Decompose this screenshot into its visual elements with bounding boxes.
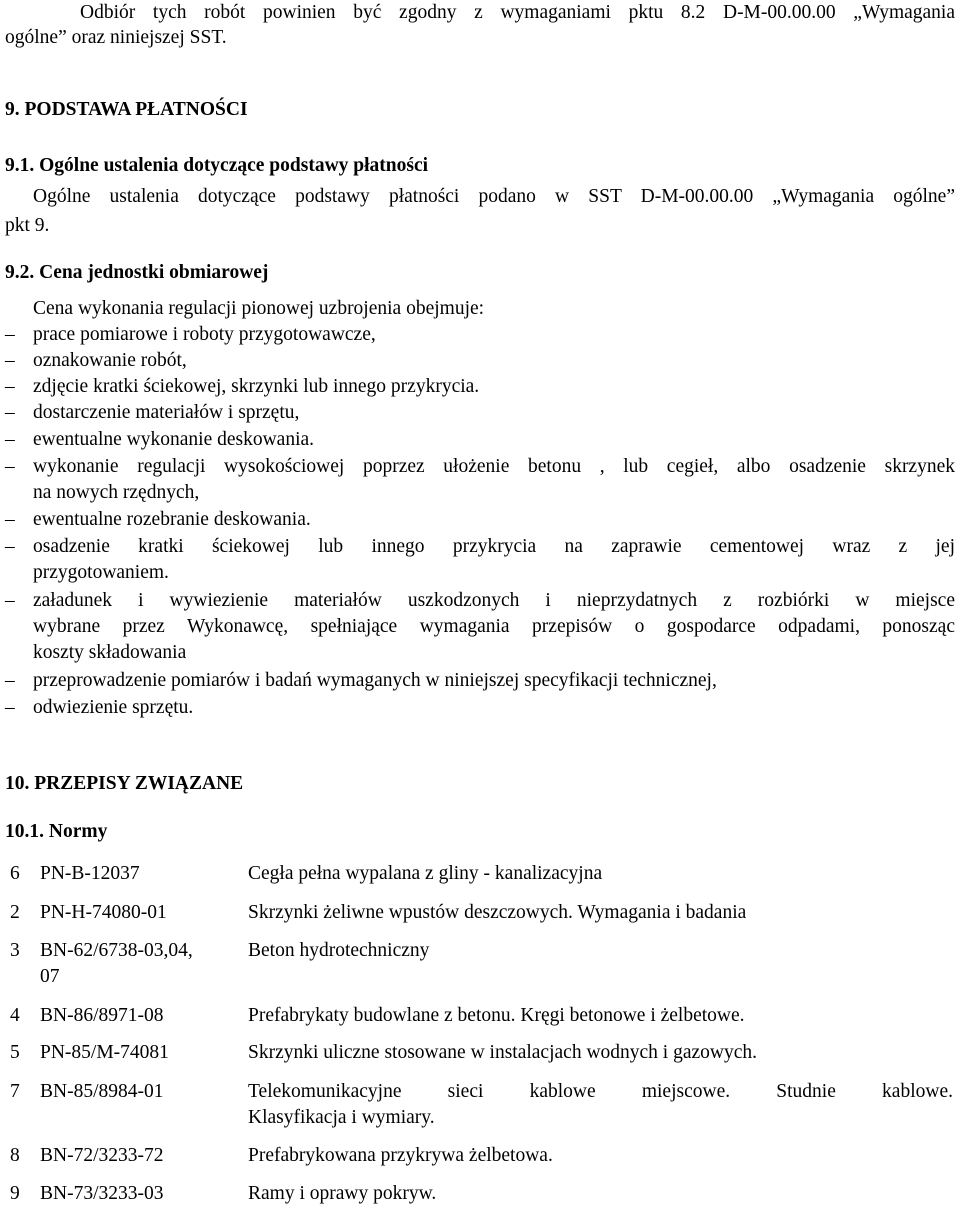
norm-code: BN-86/8971-08 [40, 1005, 164, 1026]
norm-code: BN-72/3233-72 [40, 1145, 164, 1166]
list-dash: – [5, 402, 15, 423]
norm-number: 4 [10, 1005, 20, 1026]
norm-description: Skrzynki uliczne stosowane w instalacjach wodnych i gazowych. [248, 1042, 758, 1063]
list-dash: – [5, 536, 15, 557]
list-dash: – [5, 376, 15, 397]
list-item-text: ewentualne wykonanie deskowania. [33, 429, 315, 450]
norm-number: 8 [10, 1145, 20, 1166]
norm-number: 5 [10, 1042, 20, 1063]
section-10-heading: 10. PRZEPISY ZWIĄZANE [5, 773, 244, 794]
list-dash: – [5, 350, 15, 371]
norm-number: 7 [10, 1081, 20, 1102]
list-item-text: ewentualne rozebranie deskowania. [33, 509, 311, 530]
norm-description: Prefabrykaty budowlane z betonu. Kręgi betonowe i żelbetowe. [248, 1005, 745, 1026]
norm-number: 2 [10, 902, 20, 923]
list-item-text-cont: wybrane przez Wykonawcę, spełniające wymagania przepisów o gospodarce odpadami, ponosząc [33, 616, 955, 637]
section-9-heading: 9. PODSTAWA PŁATNOŚCI [5, 99, 248, 120]
list-dash: – [5, 509, 15, 530]
list-item-text: oznakowanie robót, [33, 350, 187, 371]
norm-code: BN-62/6738-03,04, [40, 940, 193, 961]
section-9-2-heading: 9.2. Cena jednostki obmiarowej [5, 262, 269, 283]
norm-description: Prefabrykowana przykrywa żelbetowa. [248, 1145, 553, 1166]
list-item-text: wykonanie regulacji wysokościowej poprzez ułożenie betonu , lub cegieł, albo osadzenie skrzynek [33, 456, 955, 477]
norm-code-cont: 07 [40, 966, 60, 987]
list-item-text: prace pomiarowe i roboty przygotowawcze, [33, 324, 376, 345]
section-9-1-heading: 9.1. Ogólne ustalenia dotyczące podstawy płatności [5, 155, 429, 176]
norm-number: 6 [10, 863, 20, 884]
norm-code: PN-H-74080-01 [40, 902, 167, 923]
norm-description: Telekomunikacyjne sieci kablowe miejscowe. Studnie kablowe. [248, 1081, 953, 1102]
norm-code: BN-85/8984-01 [40, 1081, 164, 1102]
norm-code: BN-73/3233-03 [40, 1183, 164, 1204]
list-item-text-cont2: koszty składowania [33, 642, 187, 663]
intro-line-2: ogólne” oraz niniejszej SST. [5, 27, 227, 48]
list-item-text: załadunek i wywiezienie materiałów uszkodzonych i nieprzydatnych z rozbiórki w miejsce [33, 590, 955, 611]
list-dash: – [5, 590, 15, 611]
norm-number: 3 [10, 940, 20, 961]
norm-code: PN-B-12037 [40, 863, 140, 884]
list-item-text: dostarczenie materiałów i sprzętu, [33, 402, 300, 423]
list-dash: – [5, 697, 15, 718]
list-item-text: zdjęcie kratki ściekowej, skrzynki lub innego przykrycia. [33, 376, 480, 397]
list-dash: – [5, 324, 15, 345]
list-dash: – [5, 429, 15, 450]
list-item-text-cont: przygotowaniem. [33, 562, 169, 583]
section-9-2-lead: Cena wykonania regulacji pionowej uzbrojenia obejmuje: [33, 298, 485, 319]
norm-number: 9 [10, 1183, 20, 1204]
list-dash: – [5, 670, 15, 691]
intro-line-1: Odbiór tych robót powinien być zgodny z wymaganiami pktu 8.2 D-M-00.00.00 „Wymagania [80, 2, 955, 23]
norm-description-cont: Klasyfikacja i wymiary. [248, 1107, 435, 1128]
list-item-text: odwiezienie sprzętu. [33, 697, 194, 718]
section-9-1-text-line-2: pkt 9. [5, 215, 50, 236]
norm-description: Beton hydrotechniczny [248, 940, 430, 961]
section-10-1-heading: 10.1. Normy [5, 821, 108, 842]
norm-description: Ramy i oprawy pokryw. [248, 1183, 437, 1204]
norm-code: PN-85/M-74081 [40, 1042, 169, 1063]
list-item-text-cont: na nowych rzędnych, [33, 482, 200, 503]
section-9-1-text-line-1: Ogólne ustalenia dotyczące podstawy płatności podano w SST D-M-00.00.00 „Wymagania ogólne” [33, 186, 955, 207]
norm-description: Skrzynki żeliwne wpustów deszczowych. Wymagania i badania [248, 902, 747, 923]
list-item-text: przeprowadzenie pomiarów i badań wymaganych w niniejszej specyfikacji technicznej, [33, 670, 717, 691]
list-dash: – [5, 456, 15, 477]
norm-description: Cegła pełna wypalana z gliny - kanalizacyjna [248, 863, 603, 884]
list-item-text: osadzenie kratki ściekowej lub innego przykrycia na zaprawie cementowej wraz z jej [33, 536, 955, 557]
